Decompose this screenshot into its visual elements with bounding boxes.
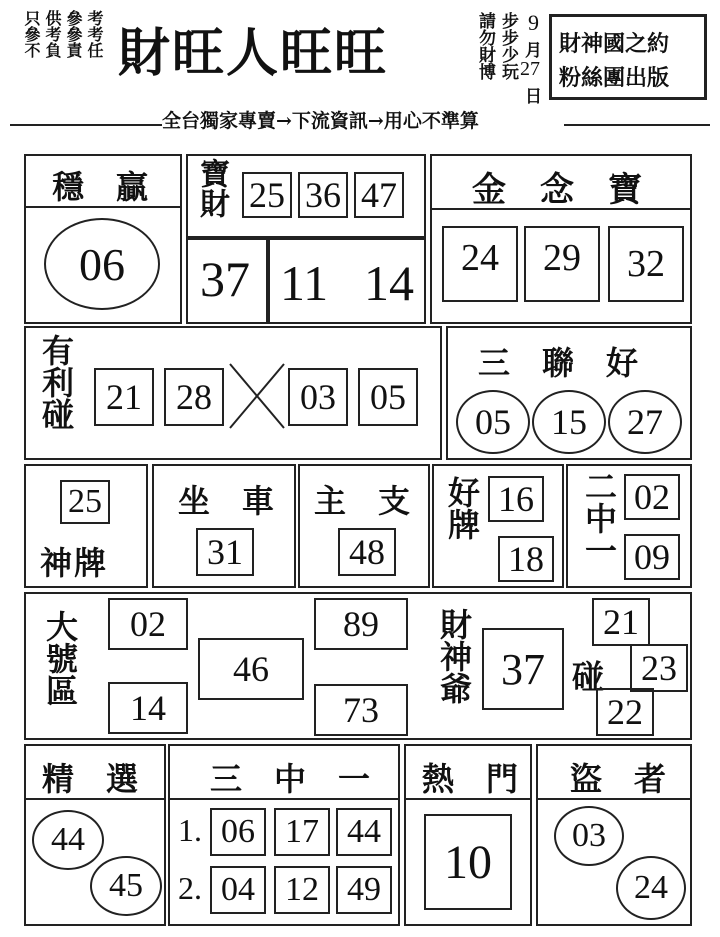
dahaoqu-caishenye-panel — [24, 592, 692, 740]
publisher-line-2: 粉絲團出版 — [559, 65, 670, 91]
jinnianbao-number-1: 24 — [442, 226, 518, 302]
baocai-bottom-3: 14 — [364, 255, 414, 311]
sanlianhao-number-1: 05 — [456, 390, 530, 454]
baocai-bottom-1: 37 — [200, 251, 250, 307]
youlipeng-right-1: 03 — [288, 368, 348, 426]
disclaimer-col-1: 只參不 — [22, 10, 41, 58]
dahaoqu-middle: 46 — [198, 638, 304, 700]
erzhongyi-number-1: 02 — [624, 474, 680, 520]
baocai-top-3: 47 — [354, 172, 404, 218]
caishenye-peng-3: 22 — [596, 688, 654, 736]
daozhe-number-2: 24 — [616, 856, 686, 920]
dahaoqu-left-1: 02 — [108, 598, 188, 650]
sanzhongyi-title: 三 中 一 — [210, 760, 371, 798]
youlipeng-left-2: 28 — [164, 368, 224, 426]
wenying-number: 06 — [44, 218, 160, 310]
haopai-number-2: 18 — [498, 536, 554, 582]
shenpai-panel — [24, 464, 148, 588]
haopai-panel — [432, 464, 564, 588]
baocai-top-1: 25 — [242, 172, 292, 218]
dahaoqu-right-2: 73 — [314, 684, 408, 736]
youlipeng-left-1: 21 — [94, 368, 154, 426]
remen-number: 10 — [424, 814, 512, 910]
sanzhongyi-row-2-index: 2. — [178, 870, 202, 906]
baocai-top-2: 36 — [298, 172, 348, 218]
dahaoqu-right-1: 89 — [314, 598, 408, 650]
date-month: 9 — [528, 10, 539, 35]
jingxuan-number-1: 44 — [32, 810, 104, 870]
wenying-title: 穩 贏 — [52, 168, 149, 206]
youlipeng-panel — [24, 326, 442, 460]
zuoche-panel — [152, 464, 296, 588]
baocai-bottom-2: 11 — [280, 255, 329, 311]
sanlianhao-title: 三 聯 好 — [478, 344, 639, 382]
daozhe-number-1: 03 — [554, 806, 624, 866]
slogan-rule-right — [564, 124, 710, 126]
caishenye-peng-2: 23 — [630, 644, 688, 692]
zhuzhi-panel — [298, 464, 430, 588]
sanzhongyi-row-1-number-2: 17 — [274, 808, 330, 856]
youlipeng-label: 有利碰 — [37, 334, 75, 430]
zhuzhi-title: 主 支 — [314, 482, 411, 520]
baocai-label: 寶財 — [194, 158, 229, 218]
sanzhongyi-row-2-number-2: 12 — [274, 866, 330, 914]
erzhongyi-label: 二中一 — [580, 470, 618, 566]
daozhe-panel — [536, 744, 692, 926]
sanlianhao-panel — [446, 326, 692, 460]
jinnianbao-title: 金 念 寶 — [472, 170, 642, 210]
jingxuan-panel — [24, 744, 166, 926]
slogan-rule-left — [10, 124, 162, 126]
advice-col-1: 請勿財博 — [475, 12, 495, 80]
remen-title: 熱 門 — [422, 760, 519, 798]
disclaimer-col-3: 參參責 — [64, 10, 83, 58]
publisher-line-1: 財神國之約 — [559, 31, 670, 57]
baocai-top-panel — [186, 154, 426, 238]
advice-col-2: 步步少玩 — [498, 12, 518, 80]
caishenye-peng-label: 碰 — [572, 658, 605, 696]
cross-icon — [228, 362, 286, 430]
caishenye-label: 財神爺 — [435, 608, 473, 704]
haopai-label: 好牌 — [443, 476, 481, 540]
wenying-panel — [24, 154, 182, 324]
remen-panel — [404, 744, 532, 926]
erzhongyi-panel — [566, 464, 692, 588]
jingxuan-title: 精 選 — [42, 760, 139, 798]
caishenye-peng-1: 21 — [592, 598, 650, 646]
haopai-number-1: 16 — [488, 476, 544, 522]
sanzhongyi-row-1-number-3: 44 — [336, 808, 392, 856]
sanzhongyi-row-2-number-1: 04 — [210, 866, 266, 914]
zuoche-number: 31 — [196, 528, 254, 576]
jinnianbao-panel — [430, 154, 692, 324]
dahaoqu-left-2: 14 — [108, 682, 188, 734]
youlipeng-right-2: 05 — [358, 368, 418, 426]
zuoche-title: 坐 車 — [178, 482, 275, 520]
dahaoqu-label: 大號區 — [41, 610, 79, 706]
caishenye-number: 37 — [482, 628, 564, 710]
sanzhongyi-panel — [168, 744, 400, 926]
publisher-box — [549, 14, 707, 100]
erzhongyi-number-2: 09 — [624, 534, 680, 580]
jinnianbao-number-3: 32 — [608, 226, 684, 302]
daozhe-title: 盜 者 — [570, 760, 667, 798]
disclaimer-col-4: 考考任 — [85, 10, 104, 58]
baocai-bottom-2-panel — [268, 238, 426, 324]
date-month-unit: 月 — [525, 41, 542, 61]
sanzhongyi-row-2-number-3: 49 — [336, 866, 392, 914]
sanlianhao-number-3: 27 — [608, 390, 682, 454]
slogan: 全台獨家專賣→下流資訊→用心不準算 — [162, 110, 479, 132]
sanzhongyi-row-1-number-1: 06 — [210, 808, 266, 856]
date-day-unit: 日 — [525, 87, 542, 107]
disclaimer-col-2: 供考負 — [43, 10, 62, 58]
page-title: 財旺人旺旺 — [118, 23, 389, 84]
baocai-bottom-1-panel — [186, 238, 268, 324]
sanzhongyi-row-1-index: 1. — [178, 812, 202, 848]
zhuzhi-number: 48 — [338, 528, 396, 576]
shenpai-number: 25 — [60, 480, 110, 524]
sanlianhao-number-2: 15 — [532, 390, 606, 454]
date-day: 27 — [520, 58, 540, 80]
jinnianbao-number-2: 29 — [524, 226, 600, 302]
jingxuan-number-2: 45 — [90, 856, 162, 916]
shenpai-label: 神牌 — [40, 544, 109, 582]
